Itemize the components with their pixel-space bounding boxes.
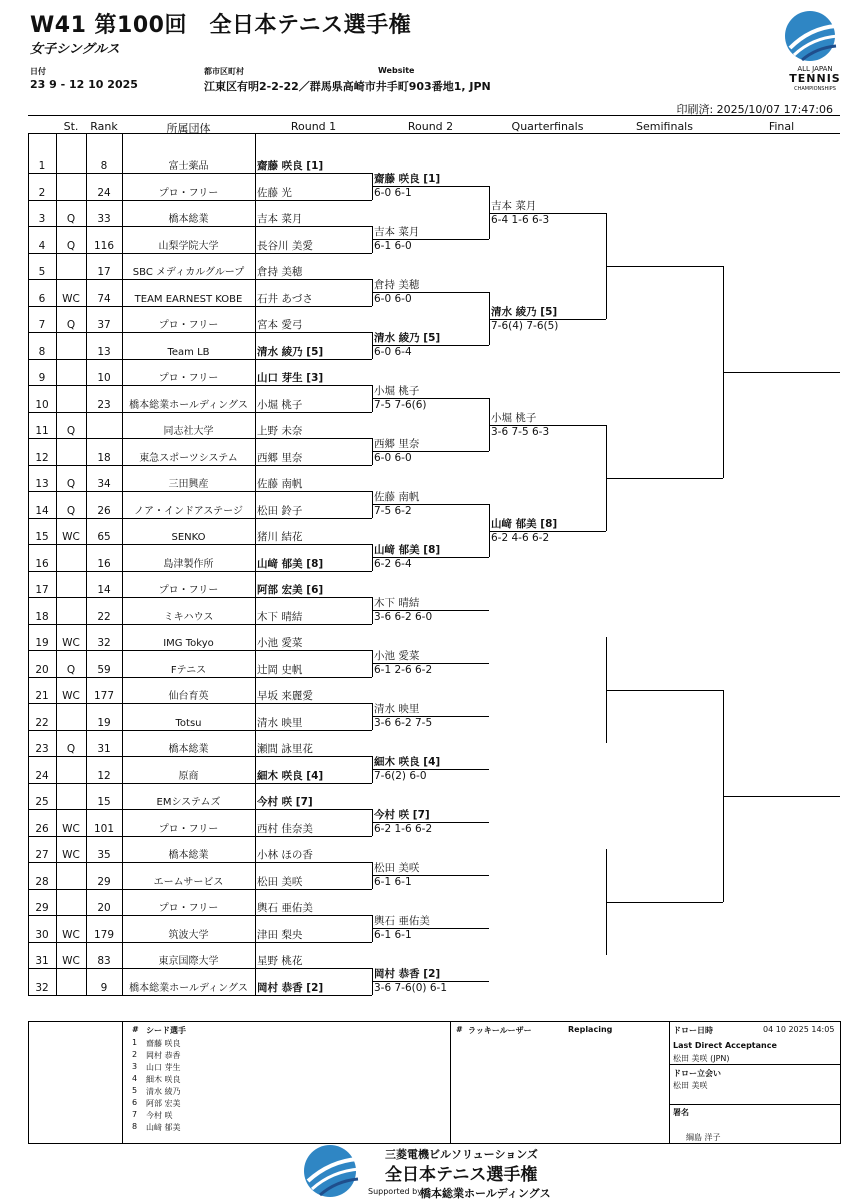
player-club: 仙台育英 <box>168 691 209 702</box>
player-name: 阿部 宏美 [6] <box>257 584 324 596</box>
row-rule <box>28 571 372 572</box>
player-club: 原商 <box>178 770 199 782</box>
draw-position: 18 <box>35 610 49 623</box>
round2-score: 6-1 6-1 <box>374 876 412 889</box>
quarterfinal-score: 6-4 1-6 6-3 <box>491 213 550 226</box>
round2-score: 3-6 6-2 7-5 <box>374 717 433 730</box>
printed-timestamp: 印刷済: 2025/10/07 17:47:06 <box>676 103 833 116</box>
player-club: 東京国際大学 <box>158 956 219 967</box>
semifinal-line <box>606 266 723 267</box>
entry-status: WC <box>62 637 80 649</box>
draw-position: 9 <box>38 372 46 384</box>
draw-position: 27 <box>35 849 49 861</box>
draw-position: 10 <box>35 398 49 411</box>
player-name: 齋藤 咲良 [1] <box>257 160 324 172</box>
sponsor-line-2: 全日本テニス選手権 <box>385 1165 538 1185</box>
draw-position: 14 <box>35 504 49 517</box>
player-rank: 29 <box>97 875 111 888</box>
row-rule <box>28 995 372 996</box>
player-club: 三田興産 <box>168 479 209 490</box>
round2-score: 3-6 6-2 6-0 <box>374 611 433 624</box>
entry-status: WC <box>62 292 80 305</box>
entry-status: WC <box>62 822 80 835</box>
entry-status: Q <box>66 743 76 755</box>
player-club: TEAM EARNEST KOBE <box>134 293 243 305</box>
player-rank: 34 <box>97 478 111 490</box>
tennis-ball-icon <box>780 8 850 68</box>
row-rule <box>28 703 372 704</box>
player-rank: 9 <box>100 981 108 994</box>
round2-winner: 細木 咲良 [4] <box>374 756 441 769</box>
draw-position: 15 <box>35 531 49 543</box>
quarterfinal-winner: 吉本 菜月 <box>491 199 537 212</box>
row-rule <box>28 783 372 784</box>
entry-status: Q <box>66 319 76 331</box>
player-name: 長谷川 美愛 <box>257 239 313 252</box>
footer-rule-a <box>669 1064 840 1065</box>
seed-number: 1 <box>132 1038 138 1047</box>
col-header-quarterfinals: Quarterfinals <box>511 120 584 133</box>
sign-value: 綱島 洋子 <box>686 1133 721 1142</box>
quarterfinal-winner: 山﨑 郁美 [8] <box>491 517 558 530</box>
player-rank: 15 <box>97 796 111 808</box>
player-rank: 32 <box>97 637 111 649</box>
player-club: 富士薬品 <box>168 161 209 172</box>
player-club: プロ・フリー <box>158 320 219 331</box>
player-name: 山﨑 郁美 [8] <box>257 557 324 570</box>
draw-position: 26 <box>35 822 49 835</box>
player-name: 石井 あづさ <box>257 292 313 305</box>
column-rule <box>255 133 256 995</box>
seed-player-name: 今村 咲 <box>146 1111 173 1120</box>
logo-line-3: CHAMPIONSHIPS <box>794 86 836 92</box>
round2-winner: 佐藤 南帆 <box>374 491 420 504</box>
round2-score: 6-1 2-6 6-2 <box>374 664 433 677</box>
round2-winner: 木下 晴結 <box>374 597 420 610</box>
player-name: 辻岡 史帆 <box>257 663 303 676</box>
player-rank: 10 <box>97 372 111 384</box>
entry-status: Q <box>66 213 76 225</box>
round2-score: 6-0 6-0 <box>374 293 412 306</box>
player-name: 山口 芽生 [3] <box>257 372 324 384</box>
row-rule <box>28 968 372 969</box>
round2-winner: 倉持 美穂 <box>374 279 420 292</box>
player-rank: 22 <box>97 610 111 623</box>
draw-position: 31 <box>35 955 49 967</box>
event-subtitle: 女子シングルス <box>30 42 120 57</box>
player-name: 木下 晴結 <box>257 610 303 623</box>
draw-position: 4 <box>38 239 46 252</box>
final-line <box>723 372 840 373</box>
round2-winner: 今村 咲 [7] <box>374 809 430 822</box>
entry-status: Q <box>66 663 76 676</box>
row-rule <box>28 677 372 678</box>
column-rule <box>28 133 29 995</box>
round2-score: 6-0 6-4 <box>374 346 412 359</box>
player-name: 吉本 菜月 <box>257 213 303 225</box>
round2-winner: 小池 愛菜 <box>374 650 420 663</box>
player-rank: 13 <box>97 345 111 358</box>
seed-number: 7 <box>132 1110 138 1119</box>
row-rule <box>28 306 372 307</box>
row-rule <box>28 518 372 519</box>
row-rule <box>28 889 372 890</box>
player-name: 上野 未奈 <box>257 425 303 437</box>
round2-winner: 松田 美咲 <box>374 862 420 875</box>
draw-position: 13 <box>35 478 49 490</box>
semifinal-line <box>606 902 723 903</box>
replacing-title: Replacing <box>568 1025 613 1034</box>
player-rank: 8 <box>100 160 108 172</box>
draw-position: 19 <box>35 637 49 649</box>
draw-position: 16 <box>35 557 49 570</box>
player-club: SENKO <box>171 532 206 543</box>
round2-winner: 西郷 里奈 <box>374 438 420 451</box>
col-header-semifinals: Semifinals <box>636 120 693 133</box>
col-header-round2: Round 2 <box>407 120 454 133</box>
round2-score: 6-0 6-1 <box>374 187 412 200</box>
row-rule <box>28 173 372 174</box>
seed-number: 8 <box>132 1122 138 1131</box>
logo-line-2: TENNIS <box>789 72 841 85</box>
logo-line-1: ALL JAPAN <box>797 65 833 73</box>
footer-divider-1 <box>122 1021 123 1143</box>
seed-number: 5 <box>132 1086 138 1095</box>
draw-position: 24 <box>35 769 49 782</box>
row-rule <box>28 836 372 837</box>
entry-status: Q <box>66 478 76 490</box>
player-club: IMG Tokyo <box>163 638 214 649</box>
row-rule <box>28 491 372 492</box>
lda-label: Last Direct Acceptance <box>673 1041 777 1050</box>
seed-number: 6 <box>132 1098 138 1107</box>
footer-divider-2 <box>450 1021 451 1143</box>
player-rank: 12 <box>97 769 111 782</box>
player-club: ノア・インドアステージ <box>134 505 243 517</box>
row-rule <box>28 412 372 413</box>
row-rule <box>28 544 372 545</box>
player-rank: 14 <box>97 584 111 596</box>
lda-value: 松田 美咲 (JPN) <box>673 1054 730 1063</box>
round2-winner: 清水 綾乃 [5] <box>374 332 441 345</box>
entry-status: WC <box>62 928 80 941</box>
quarterfinal-winner: 清水 綾乃 [5] <box>491 305 558 318</box>
quarterfinal-score: 6-2 4-6 6-2 <box>491 531 550 544</box>
row-rule <box>28 942 372 943</box>
entry-status: WC <box>62 531 80 543</box>
player-club: 橋本総業 <box>168 850 209 861</box>
seeds-hash: # <box>132 1025 139 1034</box>
row-rule <box>28 279 372 280</box>
sponsor-line-1: 三菱電機ビルソリューションズ <box>385 1148 538 1161</box>
player-name: 佐藤 光 <box>257 186 292 199</box>
round2-winner: 清水 映里 <box>374 703 420 716</box>
row-rule <box>28 359 372 360</box>
round2-score: 6-1 6-1 <box>374 929 412 942</box>
draw-date-value: 04 10 2025 14:05 <box>763 1025 835 1034</box>
player-name: 星野 桃花 <box>257 955 303 967</box>
supported-by-label: Supported by <box>368 1187 422 1196</box>
row-rule <box>28 332 372 333</box>
seed-player-name: 山﨑 郁美 <box>146 1123 181 1132</box>
row-rule <box>28 915 372 916</box>
row-rule <box>28 650 372 651</box>
seed-player-name: 齋藤 咲良 <box>146 1039 181 1048</box>
player-club: プロ・フリー <box>158 373 219 384</box>
row-rule <box>28 226 372 227</box>
seed-player-name: 岡村 恭香 <box>146 1051 181 1060</box>
player-rank: 83 <box>97 955 111 967</box>
round2-score: 6-1 6-0 <box>374 240 412 253</box>
entry-status: Q <box>66 504 76 517</box>
entry-status: Q <box>66 425 76 437</box>
lucky-hash: # <box>456 1025 463 1034</box>
draw-date-label: ドロー日時 <box>673 1026 713 1035</box>
draw-position: 21 <box>35 690 49 702</box>
draw-position: 11 <box>35 425 49 437</box>
player-club: Team LB <box>167 346 210 358</box>
row-rule <box>28 862 372 863</box>
footer-rule-b <box>669 1104 840 1105</box>
entry-status: WC <box>62 849 80 861</box>
col-header-st: St. <box>63 120 79 133</box>
player-rank: 35 <box>97 849 111 861</box>
date-label: 日付 <box>30 67 46 76</box>
round2-winner: 吉本 菜月 <box>374 226 420 239</box>
row-rule <box>28 624 372 625</box>
round2-score: 7-5 6-2 <box>374 505 412 518</box>
date-value: 23 9 - 12 10 2025 <box>30 78 138 91</box>
seed-player-name: 清水 綾乃 <box>146 1087 181 1096</box>
player-name: 小池 愛菜 <box>257 637 303 649</box>
player-name: 津田 梨央 <box>257 928 303 941</box>
seed-number: 2 <box>132 1050 138 1059</box>
row-rule <box>28 597 372 598</box>
supporter-name: 橋本総業ホールディングス <box>420 1187 551 1200</box>
player-rank: 20 <box>97 902 111 914</box>
col-header-club: 所属団体 <box>166 122 211 135</box>
player-name: 瀬間 詠里花 <box>257 743 313 755</box>
player-club: 山梨学院大学 <box>158 240 219 252</box>
draw-position: 30 <box>35 928 49 941</box>
col-header-rank: Rank <box>90 120 118 133</box>
player-club: EMシステムズ <box>156 797 221 808</box>
player-club: Totsu <box>175 717 202 729</box>
round2-winner: 小堀 桃子 <box>374 385 420 398</box>
player-name: 松田 鈴子 <box>257 504 303 517</box>
column-rule <box>122 133 123 995</box>
seed-player-name: 細木 咲良 <box>146 1075 181 1084</box>
draw-position: 22 <box>35 716 49 729</box>
player-club: 橋本総業ホールディングス <box>129 399 248 411</box>
round2-score: 6-0 6-0 <box>374 452 412 465</box>
round2-winner: 岡村 恭香 [2] <box>374 968 441 981</box>
player-rank: 179 <box>93 928 115 941</box>
quarterfinal-score: 7-6(4) 7-6(5) <box>491 319 559 332</box>
draw-position: 2 <box>38 186 46 199</box>
lucky-loser-title: ラッキールーザー <box>468 1026 532 1035</box>
column-rule <box>56 133 57 995</box>
player-name: 今村 咲 [7] <box>257 796 313 808</box>
player-name: 西郷 里奈 <box>257 451 303 464</box>
player-club: Fテニス <box>170 664 207 676</box>
player-club: 東急スポーツシステム <box>139 452 238 464</box>
draw-position: 32 <box>35 981 49 994</box>
player-club: 筑波大学 <box>168 929 209 941</box>
sign-label: 署名 <box>673 1108 689 1117</box>
location-label: 都市区町村 <box>204 67 244 76</box>
row-rule <box>28 809 372 810</box>
entry-status: WC <box>62 690 80 702</box>
seed-number: 3 <box>132 1062 138 1071</box>
witness-value: 松田 美咲 <box>673 1081 708 1090</box>
round2-winner: 山﨑 郁美 [8] <box>374 544 441 557</box>
draw-position: 29 <box>35 902 49 914</box>
seed-number: 4 <box>132 1074 138 1083</box>
round2-score: 6-2 6-4 <box>374 558 412 571</box>
col-header-final: Final <box>768 120 795 133</box>
player-name: 岡村 恭香 [2] <box>257 981 324 994</box>
seeds-title: シード選手 <box>146 1026 186 1035</box>
player-name: 小堀 桃子 <box>257 398 303 411</box>
round2-score: 7-5 7-6(6) <box>374 399 427 412</box>
player-name: 西村 佳奈美 <box>257 822 313 835</box>
player-rank: 37 <box>97 319 111 331</box>
player-rank: 59 <box>97 663 111 676</box>
draw-position: 6 <box>38 292 46 305</box>
row-rule <box>28 253 372 254</box>
player-rank: 33 <box>97 213 111 225</box>
draw-position: 3 <box>38 213 46 225</box>
player-rank: 31 <box>97 743 111 755</box>
round2-score: 6-2 1-6 6-2 <box>374 823 433 836</box>
player-club: ミキハウス <box>163 611 214 623</box>
player-name: 輿石 亜佑美 <box>257 902 313 914</box>
player-name: 小林 ほの香 <box>257 849 313 861</box>
draw-position: 20 <box>35 663 49 676</box>
player-club: 島津製作所 <box>163 558 214 570</box>
round2-winner: 輿石 亜佑美 <box>374 915 430 928</box>
row-rule <box>28 438 372 439</box>
row-rule <box>28 385 372 386</box>
final-line <box>723 796 840 797</box>
player-rank: 116 <box>93 239 115 252</box>
column-rule <box>86 133 87 995</box>
semifinal-line <box>606 478 723 479</box>
player-name: 早坂 来麗愛 <box>257 690 313 702</box>
col-header-round1: Round 1 <box>290 120 337 133</box>
player-club: プロ・フリー <box>158 585 219 596</box>
player-rank: 101 <box>93 822 115 835</box>
player-rank: 23 <box>97 398 111 411</box>
header-bottom-rule <box>28 133 840 134</box>
player-rank: 19 <box>97 716 111 729</box>
quarterfinal-score: 3-6 7-5 6-3 <box>491 425 550 438</box>
location-value: 江東区有明2-2-22／群馬県高崎市井手町903番地1, JPN <box>204 80 491 93</box>
draw-position: 1 <box>38 160 46 172</box>
player-club: プロ・フリー <box>158 187 219 199</box>
witness-label: ドロー立会い <box>673 1069 721 1078</box>
player-rank: 18 <box>97 451 111 464</box>
player-name: 猪川 結花 <box>257 531 303 543</box>
round2-winner: 齋藤 咲良 [1] <box>374 173 441 186</box>
player-club: プロ・フリー <box>158 903 219 914</box>
row-rule <box>28 200 372 201</box>
player-name: 松田 美咲 <box>257 875 303 888</box>
player-name: 宮本 愛弓 <box>257 319 303 331</box>
player-club: プロ・フリー <box>158 823 219 835</box>
player-rank: 24 <box>97 186 111 199</box>
player-rank: 16 <box>97 557 111 570</box>
player-club: 橋本総業 <box>168 744 209 755</box>
header-top-rule <box>28 115 840 116</box>
website-label: Website <box>378 66 415 75</box>
player-rank: 26 <box>97 504 111 517</box>
entry-status: WC <box>62 955 80 967</box>
all-japan-logo <box>780 8 850 100</box>
row-rule <box>28 756 372 757</box>
player-club: 橋本総業ホールディングス <box>129 982 248 994</box>
player-rank: 177 <box>93 690 115 702</box>
draw-position: 8 <box>38 345 46 358</box>
player-club: エームサービス <box>153 876 224 888</box>
semifinal-line <box>606 690 723 691</box>
draw-position: 7 <box>38 319 46 331</box>
sponsor-logo-icon <box>302 1143 362 1199</box>
player-club: 同志社大学 <box>163 426 214 437</box>
row-rule <box>28 465 372 466</box>
player-name: 清水 綾乃 [5] <box>257 345 324 358</box>
player-name: 倉持 美穂 <box>257 266 303 278</box>
player-club: SBC メディカルグループ <box>132 267 245 278</box>
round2-score: 7-6(2) 6-0 <box>374 770 427 783</box>
player-name: 佐藤 南帆 <box>257 478 303 490</box>
player-rank: 65 <box>97 531 111 543</box>
seed-player-name: 山口 芽生 <box>146 1063 181 1072</box>
draw-position: 5 <box>38 266 46 278</box>
player-rank: 17 <box>97 266 111 278</box>
row-rule <box>28 730 372 731</box>
draw-position: 28 <box>35 875 49 888</box>
draw-position: 12 <box>35 451 49 464</box>
player-name: 清水 映里 <box>257 716 303 729</box>
seed-player-name: 阿部 宏美 <box>146 1099 181 1108</box>
draw-position: 17 <box>35 584 49 596</box>
round2-score: 3-6 7-6(0) 6-1 <box>374 982 447 995</box>
player-rank: 74 <box>97 292 111 305</box>
quarterfinal-winner: 小堀 桃子 <box>491 411 537 424</box>
entry-status: Q <box>66 239 76 252</box>
draw-position: 23 <box>35 743 49 755</box>
player-club: 橋本総業 <box>168 214 209 225</box>
page-title: W41 第100回 全日本テニス選手権 <box>30 13 412 38</box>
player-name: 細木 咲良 [4] <box>257 769 324 782</box>
draw-position: 25 <box>35 796 49 808</box>
footer-divider-3 <box>669 1021 670 1143</box>
